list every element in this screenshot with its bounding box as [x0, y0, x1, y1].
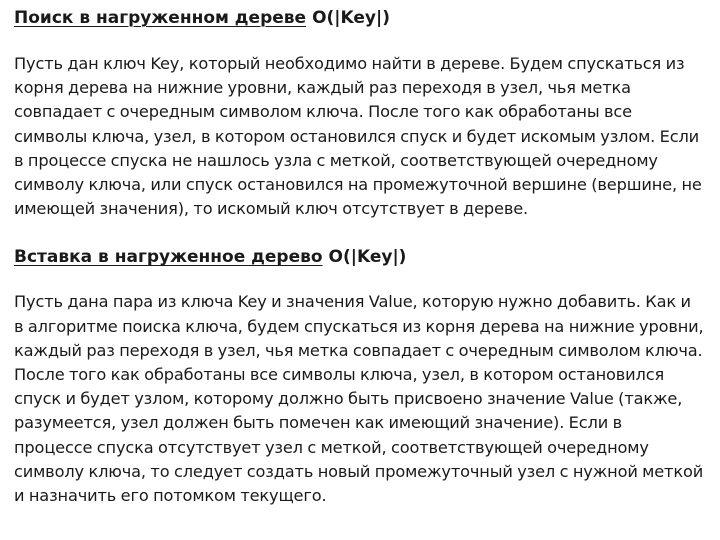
- section-paragraph-insert: Пусть дана пара из ключа Key и значения Value, которую нужно добавить. Как и в алгоритме поиска ключа, будем спускаться из корня дерева на нижние уровни, каждый раз переходя в узел, чья метка совпадает с очередным символом ключа. После того как обработаны все символы ключа, узел, в котором остановился спуск и будет узлом, которому должно быть присвоено значение Value (также, разумеется, узел должен быть помечен как имеющий значение). Если в процессе спуска отсутствует узел с меткой, соответствующей очередному символу ключа, то следует создать новый промежуточный узел с нужной меткой и назначить его потомком текущего.: [14, 292, 704, 506]
- section-paragraph-search: Пусть дан ключ Key, который необходимо найти в дереве. Будем спускаться из корня дерева на нижние уровни, каждый раз переходя в узел, чья метка совпадает с очередным символом ключа. После того как обработаны все символы ключа, узел, в котором остановился спуск и будет искомым узлом. Если в процессе спуска не нашлось узла с меткой, соответствующей очередному символу ключа, или спуск остановился на промежуточной вершине (вершине, не имеющей значения), то искомый ключ отсутствует в дереве.: [14, 54, 702, 219]
- section-title: Поиск в нагруженном дереве: [14, 8, 307, 28]
- section-heading-insert: [14, 245, 704, 269]
- section-title: Вставка в нагруженное дерево: [14, 247, 323, 268]
- section-heading-search: [14, 6, 704, 30]
- complexity-label: O(|Key|): [312, 8, 390, 28]
- document-page: [14, 6, 704, 508]
- complexity-label: O(|Key|): [328, 247, 407, 268]
